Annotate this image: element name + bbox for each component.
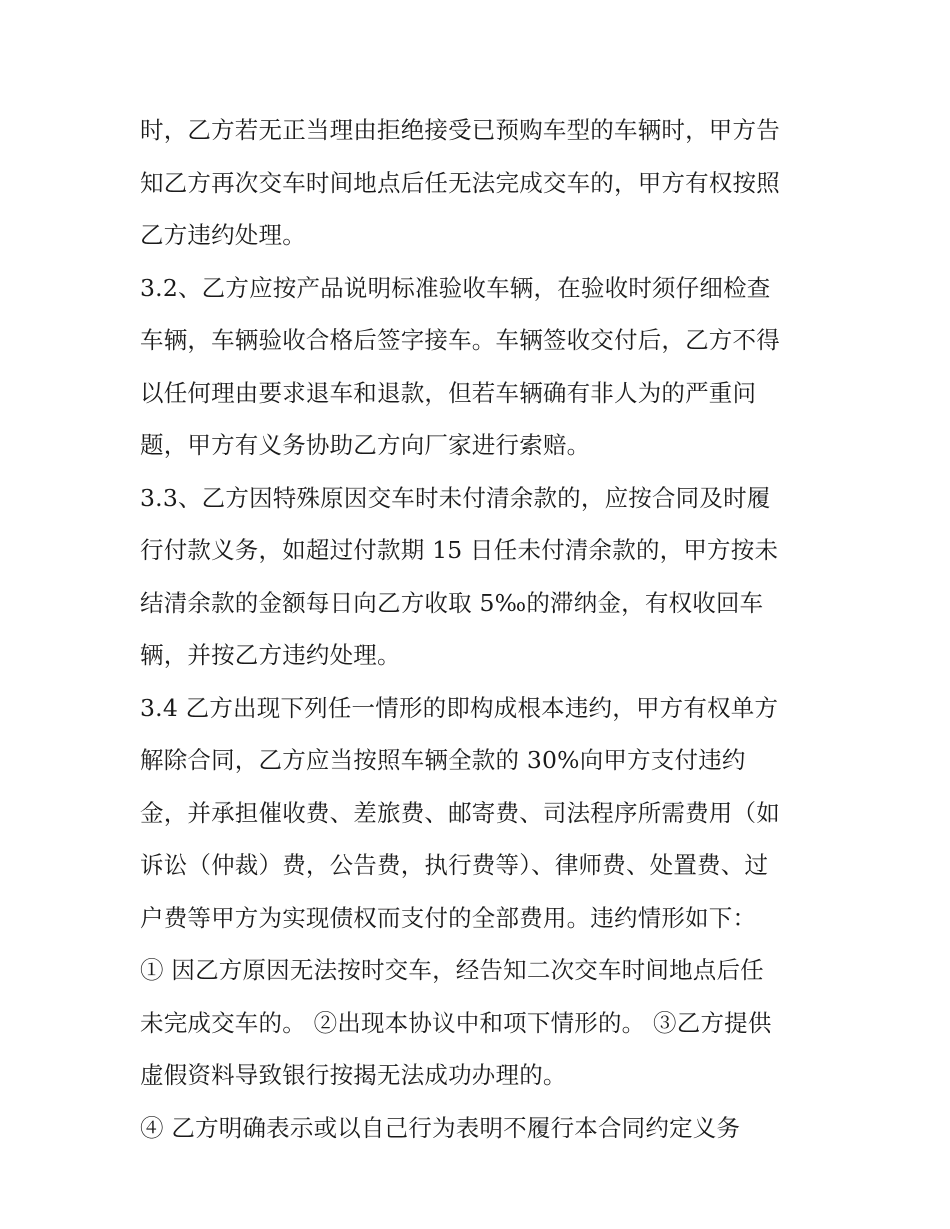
text-line: 户费等甲方为实现债权而支付的全部费用。违约情形如下：	[140, 903, 757, 932]
text-line: 车辆，车辆验收合格后签字接车。车辆签收交付后，乙方不得	[140, 326, 780, 354]
text-line: 辆，并按乙方违约处理。	[140, 641, 401, 669]
text-line: 诉讼（仲裁）费，公告费，执行费等）、律师费、处置费、过	[140, 851, 769, 879]
text-line: 金，并承担催收费、差旅费、邮寄费、司法程序所需费用（如	[140, 798, 780, 827]
text-line: 解除合同，乙方应当按照车辆全款的 30%向甲方支付违约	[140, 746, 746, 774]
text-line: 行付款义务，如超过付款期 15 日任未付清余款的，甲方按未	[140, 536, 779, 564]
violation-item-line: 虚假资料导致银行按揭无法成功办理的。	[140, 1061, 567, 1089]
violation-item-line: ④ 乙方明确表示或以自己行为表明不履行本合同约定义务	[140, 1113, 741, 1142]
text-line: 结清余款的金额每日向乙方收取 5‰的滞纳金，有权收回车	[140, 588, 764, 617]
text-line: 以任何理由要求退车和退款，但若车辆确有非人为的严重问	[140, 378, 757, 407]
text-line: 知乙方再次交车时间地点后任无法完成交车的，甲方有权按照	[140, 168, 780, 197]
contract-text	[140, 104, 820, 1154]
violation-item-line: 未完成交车的。 ②出现本协议中和项下情形的。 ③乙方提供	[140, 1008, 772, 1037]
clause-3-3-line: 3.3、乙方因特殊原因交车时未付清余款的，应按合同及时履	[140, 483, 771, 512]
text-line: 题，甲方有义务协助乙方向厂家进行索赔。	[140, 431, 591, 459]
text-line: 乙方违约处理。	[140, 221, 306, 249]
text-line: 时，乙方若无正当理由拒绝接受已预购车型的车辆时，甲方告	[140, 116, 780, 144]
clause-3-4-line: 3.4 乙方出现下列任一情形的即构成根本违约，甲方有权单方	[140, 693, 779, 722]
clause-3-2-line: 3.2、乙方应按产品说明标准验收车辆，在验收时须仔细检查	[140, 273, 771, 302]
violation-item-line: ① 因乙方原因无法按时交车，经告知二次交车时间地点后任	[140, 956, 764, 984]
